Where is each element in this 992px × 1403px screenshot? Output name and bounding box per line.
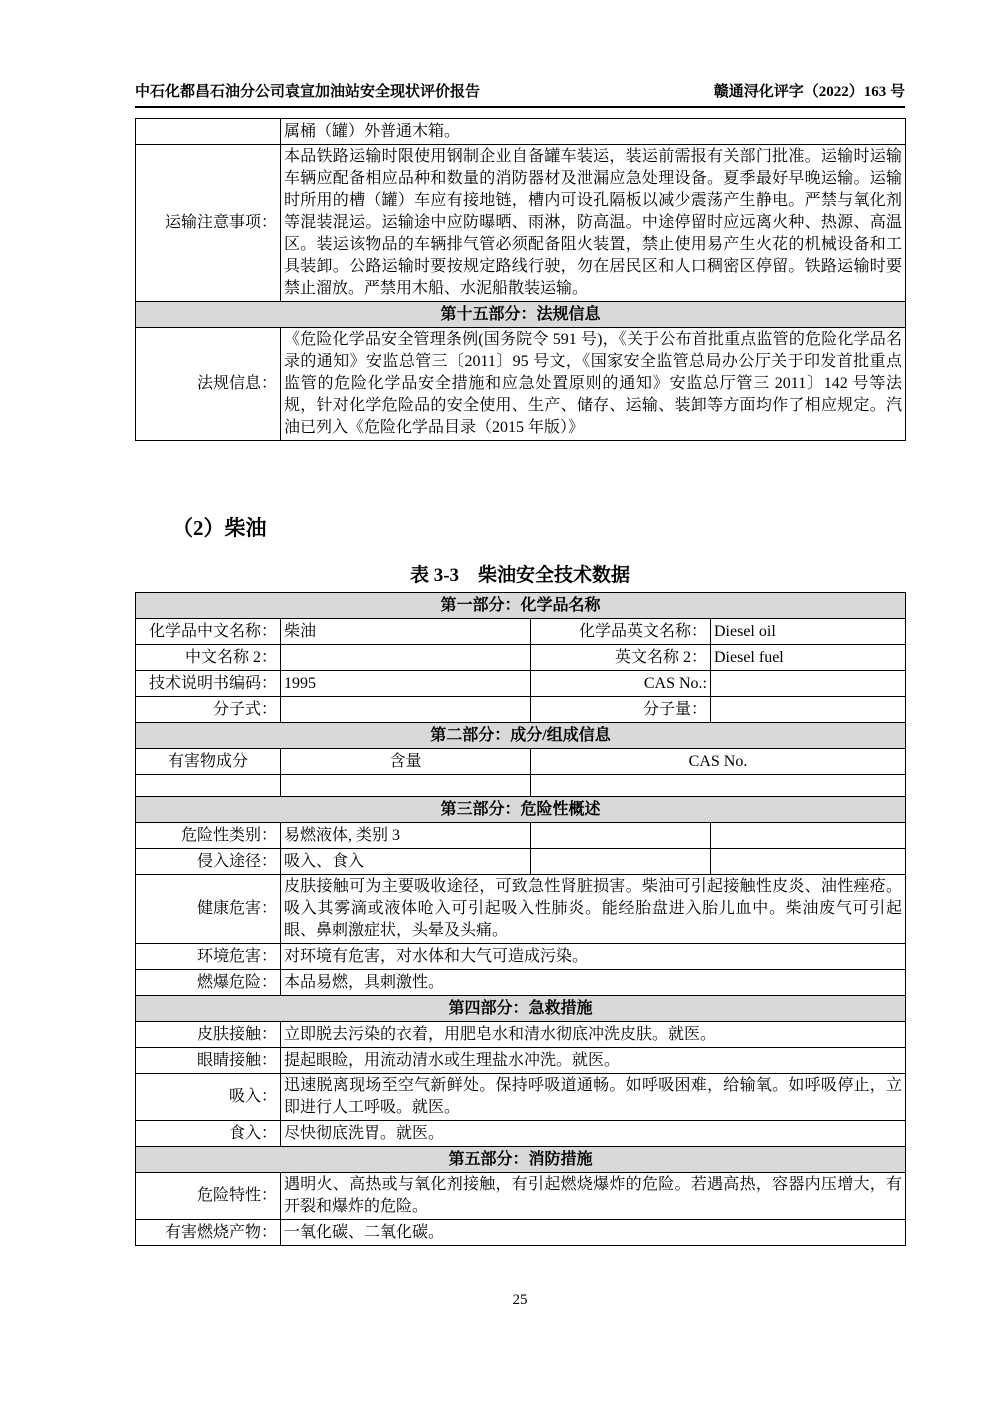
mol-weight-label: 分子量： xyxy=(531,697,711,723)
table-row xyxy=(136,823,906,849)
eye-contact-label: 眼睛接触： xyxy=(136,1048,281,1074)
empty-cell xyxy=(531,775,906,797)
formula-label: 分子式： xyxy=(136,697,281,723)
empty-cell xyxy=(531,823,711,849)
table-row xyxy=(136,775,906,797)
regulation-label: 法规信息： xyxy=(136,328,281,441)
empty-cell xyxy=(711,849,906,875)
table-row xyxy=(136,970,906,996)
table-row xyxy=(136,145,906,302)
table-row xyxy=(136,1173,906,1220)
empty-cell xyxy=(711,823,906,849)
table-row xyxy=(136,749,906,775)
mol-weight-value xyxy=(711,697,906,723)
continued-label-cell xyxy=(136,119,281,145)
empty-cell xyxy=(281,775,531,797)
table-row xyxy=(136,697,906,723)
section-heading-diesel: （2）柴油 xyxy=(172,516,267,540)
cn-name-label: 化学品中文名称： xyxy=(136,619,281,645)
burn-explosion-label: 燃爆危险： xyxy=(136,970,281,996)
en-name2-label: 英文名称 2： xyxy=(531,645,711,671)
tech-code-value: 1995 xyxy=(281,671,531,697)
table-row xyxy=(136,797,906,823)
formula-value xyxy=(281,697,531,723)
cn-name2-value xyxy=(281,645,531,671)
table-row xyxy=(136,1121,906,1147)
table-row xyxy=(136,328,906,441)
table-row xyxy=(136,593,906,619)
table-row xyxy=(136,619,906,645)
skin-contact-text: 立即脱去污染的衣着，用肥皂水和清水彻底冲洗皮肤。就医。 xyxy=(281,1022,906,1048)
cas-header: CAS No. xyxy=(531,749,906,775)
table-row xyxy=(136,671,906,697)
ingestion-label: 食入： xyxy=(136,1121,281,1147)
table-row xyxy=(136,875,906,944)
hazard-characteristics-label: 危险特性： xyxy=(136,1173,281,1220)
transport-notes-text: 本品铁路运输时限使用钢制企业自备罐车装运，装运前需报有关部门批准。运输时运输车辆应配备相应品种和数量的消防器材及泄漏应急处理设备。夏季最好早晚运输。运输时所用的槽（罐）车应有接地链，槽内可设孔隔板以减少震荡产生静电。严禁与氧化剂等混装混运。运输途中应防曝晒、雨淋，防高温。中途停留时应远离火种、热源、高温区。装运该物品的车辆排气管必须配备阻火装置，禁止使用易产生火花的机械设备和工具装卸。公路运输时要按规定路线行驶，勿在居民区和人口稠密区停留。铁路运输时要禁止溜放。严禁用木船、水泥船散装运输。 xyxy=(281,145,906,302)
continued-text-cell: 属桶（罐）外普通木箱。 xyxy=(281,119,906,145)
diesel-safety-data-table xyxy=(135,592,906,1246)
table-row xyxy=(136,1074,906,1121)
table-row xyxy=(136,849,906,875)
hazard-class-label: 危险性类别： xyxy=(136,823,281,849)
harmful-component-header: 有害物成分 xyxy=(136,749,281,775)
table-row xyxy=(136,1022,906,1048)
table-row xyxy=(136,302,906,328)
page-header xyxy=(135,80,905,108)
entry-route-label: 侵入途径： xyxy=(136,849,281,875)
combustion-products-text: 一氧化碳、二氧化碳。 xyxy=(281,1220,906,1246)
skin-contact-label: 皮肤接触： xyxy=(136,1022,281,1048)
part2-section-header: 第二部分：成分/组成信息 xyxy=(136,723,906,749)
ingestion-text: 尽快彻底洗胃。就医。 xyxy=(281,1121,906,1147)
eye-contact-text: 提起眼睑，用流动清水或生理盐水冲洗。就医。 xyxy=(281,1048,906,1074)
combustion-products-label: 有害燃烧产物： xyxy=(136,1220,281,1246)
cn-name2-label: 中文名称 2： xyxy=(136,645,281,671)
en-name-value: Diesel oil xyxy=(711,619,906,645)
en-name-label: 化学品英文名称： xyxy=(531,619,711,645)
page-number: 25 xyxy=(512,1292,528,1308)
gasoline-msds-table-continued xyxy=(135,118,906,441)
entry-route-value: 吸入、食入 xyxy=(281,849,531,875)
part5-section-header: 第五部分：消防措施 xyxy=(136,1147,906,1173)
cas-no-label: CAS No.: xyxy=(531,671,711,697)
table-row xyxy=(136,723,906,749)
content-header: 含量 xyxy=(281,749,531,775)
table-row xyxy=(136,119,906,145)
health-hazard-label: 健康危害： xyxy=(136,875,281,944)
health-hazard-text: 皮肤接触可为主要吸收途径，可致急性肾脏损害。柴油可引起接触性皮炎、油性痤疮。吸入其雾滴或液体呛入可引起吸入性肺炎。能经胎盘进入胎儿血中。柴油废气可引起眼、鼻刺激症状，头晕及头痛。 xyxy=(281,875,906,944)
transport-notes-label: 运输注意事项： xyxy=(136,145,281,302)
table-row xyxy=(136,996,906,1022)
inhalation-text: 迅速脱离现场至空气新鲜处。保持呼吸道通畅。如呼吸困难，给输氧。如呼吸停止，立即进行人工呼吸。就医。 xyxy=(281,1074,906,1121)
empty-cell xyxy=(531,849,711,875)
part3-section-header: 第三部分：危险性概述 xyxy=(136,797,906,823)
part4-section-header: 第四部分：急救措施 xyxy=(136,996,906,1022)
regulation-text: 《危险化学品安全管理条例(国务院令 591 号)，《关于公布首批重点监管的危险化学品名录的通知》安监总管三〔2011〕95 号文，《国家安全监管总局办公厅关于印发首批重点监管的危险化学品安全措施和应急处置原则的通知》安监总厅管三 2011〕142 号等法规，针对化学危险品的安全使用、生产、储存、运输、装卸等方面均作了相应规定。汽油已列入《危险化学品目录（2015 年版）》 xyxy=(281,328,906,441)
burn-explosion-text: 本品易燃，具刺激性。 xyxy=(281,970,906,996)
empty-cell xyxy=(136,775,281,797)
cas-no-value xyxy=(711,671,906,697)
table-row xyxy=(136,645,906,671)
table-3-3-title: 表 3-3 柴油安全技术数据 xyxy=(409,565,631,586)
table-row xyxy=(136,1147,906,1173)
env-hazard-text: 对环境有危害，对水体和大气可造成污染。 xyxy=(281,944,906,970)
hazard-class-value: 易燃液体, 类别 3 xyxy=(281,823,531,849)
part15-section-header: 第十五部分：法规信息 xyxy=(136,302,906,328)
inhalation-label: 吸入： xyxy=(136,1074,281,1121)
hazard-characteristics-text: 遇明火、高热或与氧化剂接触，有引起燃烧爆炸的危险。若遇高热，容器内压增大，有开裂和爆炸的危险。 xyxy=(281,1173,906,1220)
tech-code-label: 技术说明书编码： xyxy=(136,671,281,697)
cn-name-value: 柴油 xyxy=(281,619,531,645)
en-name2-value: Diesel fuel xyxy=(711,645,906,671)
env-hazard-label: 环境危害： xyxy=(136,944,281,970)
table-row xyxy=(136,1220,906,1246)
part1-section-header: 第一部分：化学品名称 xyxy=(136,593,906,619)
header-doc-number: 赣通浔化评字（2022）163 号 xyxy=(713,84,905,100)
table-row xyxy=(136,1048,906,1074)
table-row xyxy=(136,944,906,970)
header-report-title: 中石化都昌石油分公司袁宣加油站安全现状评价报告 xyxy=(135,84,481,100)
